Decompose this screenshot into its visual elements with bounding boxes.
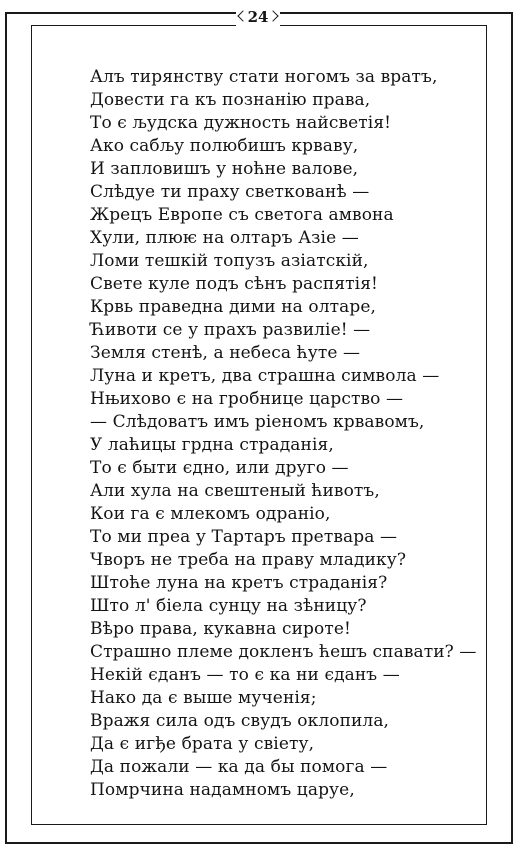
poem-line: То є быти єдно, или друго — [90, 458, 349, 478]
poem-line: — Слѣдоватъ имъ рiеномъ крвавомъ, [90, 412, 425, 432]
poem-line: Али хула на свештеный ћивотъ, [90, 481, 380, 501]
poem-line: Помрчина надамномъ царуе, [90, 780, 355, 800]
poem-line: Земля стенѣ, а небеса ћуте — [90, 343, 361, 363]
poem-line: То ми преа у Тартаръ претвара — [90, 527, 398, 547]
poem-line: Страшно племе докленъ ћешъ спавати? — [90, 642, 477, 662]
poem-line: Да є игђе брата у свiету, [90, 734, 315, 754]
poem-text [90, 66, 480, 802]
poem-line: И запловишъ у ноћне валове, [90, 159, 359, 179]
poem-line: Нако да є выше мученiя; [90, 688, 317, 708]
poem-line: Свете куле подъ сѣнъ распятiя! [90, 274, 378, 294]
poem-line: Вѣро права, кукавна сироте! [90, 619, 351, 639]
poem-line: Алъ тирянству стати ногомъ за вратъ, [90, 67, 438, 87]
poem-line: Слѣдуе ти праху светкованѣ — [90, 182, 370, 202]
poem-line: Што л' бiела сунцу на зѣницу? [90, 596, 367, 616]
poem-line: Штоће луна на кретъ страданiя? [90, 573, 388, 593]
poem-line: Ломи тешкiй топузъ азiатскiй, [90, 251, 369, 271]
poem-line: Да пожали — ка да бы помога — [90, 757, 388, 777]
poem-line: Довести га къ познанiю права, [90, 90, 371, 110]
poem-line: Некiй єданъ — то є ка ни єданъ — [90, 665, 400, 685]
poem-line: Ако сабљу полюбишъ крваву, [90, 136, 359, 156]
poem-line: То є људска дужность найсветiя! [90, 113, 392, 133]
poem-line: Чворъ не треба на праву младику? [90, 550, 407, 570]
page-number: 24 [236, 4, 280, 30]
poem-line: Нњихово є на гробнице царство — [90, 389, 404, 409]
poem-line: Кои га є млекомъ одранiо, [90, 504, 331, 524]
poem-line: Ћивоти се у прахъ развилiе! — [90, 320, 371, 340]
poem-line: Хули, плюѥ на олтаръ Азiе — [90, 228, 359, 248]
poem-line: Вражя сила одъ свудъ оклопила, [90, 711, 390, 731]
poem-line: Луна и кретъ, два страшна символа — [90, 366, 440, 386]
poem-line: Крвь праведна дими на олтаре, [90, 297, 377, 317]
poem-line: У лаћицы грдна страданiя, [90, 435, 334, 455]
poem-line: Жрецъ Европе съ светога амвона [90, 205, 394, 225]
